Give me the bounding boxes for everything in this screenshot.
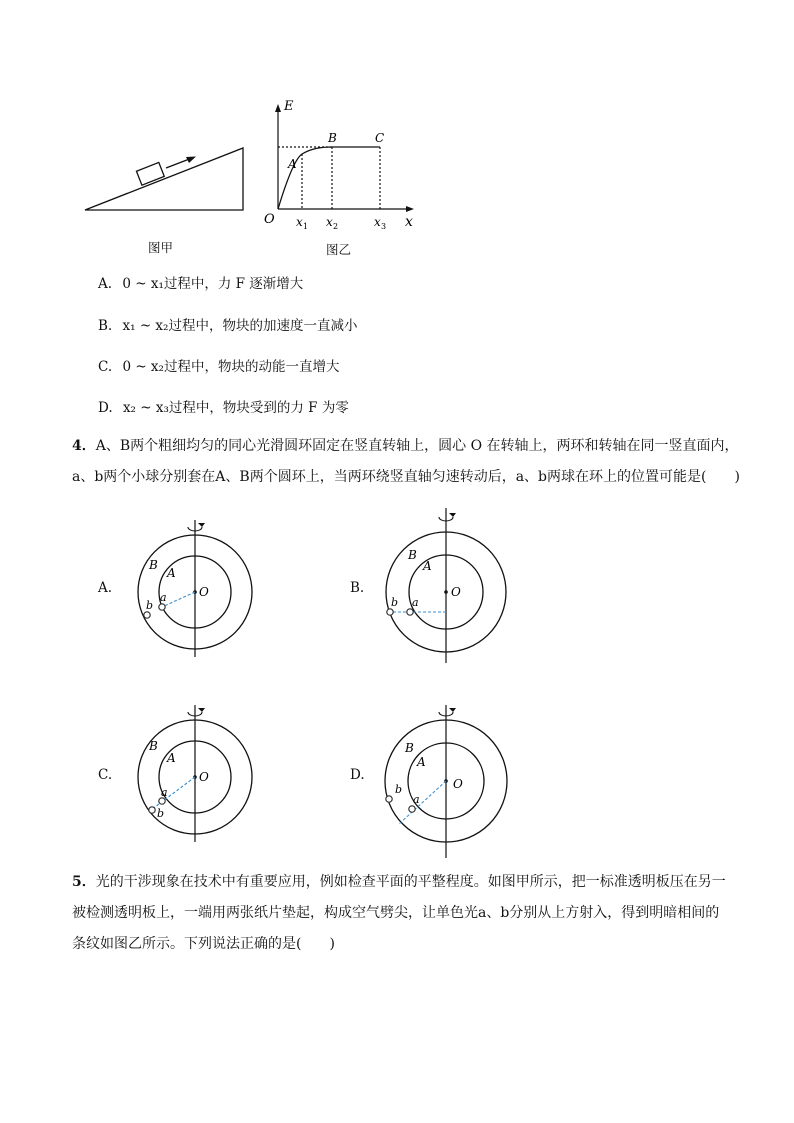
ring-figure-b <box>376 503 516 665</box>
q5-stem-line3 <box>72 934 335 954</box>
label-A: A <box>167 751 176 765</box>
q3-option-c <box>98 357 339 377</box>
label-O: O <box>451 585 461 599</box>
label-C: C <box>375 131 385 145</box>
label-a: a <box>160 591 167 604</box>
label-b: b <box>395 783 403 796</box>
label-x2-sub: 2 <box>333 222 339 231</box>
label-O: O <box>199 770 209 784</box>
label-b: b <box>157 807 165 820</box>
label-x3: x <box>374 215 381 229</box>
ring-figure-d <box>376 700 516 860</box>
option-text: x₁ ~ x₂过程中，物块的加速度一直减小 <box>122 318 358 334</box>
q3-option-a <box>98 274 303 294</box>
label-x-axis: x <box>405 214 413 230</box>
q4-number: 4． <box>72 438 96 454</box>
q4-text-2: a、b两个小球分别套在A、B两个圆环上，当两环绕竖直轴匀速转动后，a、b两球在环上的位置可能是( ) <box>72 469 740 485</box>
option-letter: C. <box>98 359 113 375</box>
label-E: E <box>284 99 294 114</box>
q5-text-1: 光的干涉现象在技术中有重要应用，例如检查平面的平整程度。如图甲所示，把一标准透明板压在另一 <box>95 874 726 890</box>
q4-fig-b-letter: B. <box>350 580 365 596</box>
option-letter: B. <box>98 318 113 334</box>
q4-fig-d-letter: D. <box>350 767 365 783</box>
label-x2: x <box>326 215 333 229</box>
option-letter: D. <box>98 400 113 416</box>
label-B: B <box>405 741 414 755</box>
caption-yi: 图乙 <box>326 242 352 257</box>
label-a: a <box>161 786 168 799</box>
label-a: a <box>413 793 420 806</box>
q5-number: 5． <box>72 874 96 890</box>
q4-stem-line1 <box>72 436 739 456</box>
label-A: A <box>417 755 426 769</box>
label-x1-sub: 1 <box>303 222 309 231</box>
label-O: O <box>453 777 463 791</box>
q4-text-1: A、B两个粗细均匀的同心光滑圆环固定在竖直转轴上，圆心 O 在转轴上，两环和转轴在同一竖直面内， <box>95 438 739 454</box>
label-O: O <box>264 212 275 227</box>
ring-figure-c <box>125 700 265 845</box>
q4-fig-c-letter: C. <box>98 767 113 783</box>
incline-figure <box>80 140 250 215</box>
q5-stem-line1 <box>72 872 726 892</box>
option-text: x₂ ~ x₃过程中，物块受到的力 F 为零 <box>122 400 349 416</box>
label-b: b <box>146 599 154 612</box>
label-b: b <box>391 596 399 609</box>
option-text: 0 ~ x₁过程中，力 F 逐渐增大 <box>122 276 304 292</box>
q3-option-b <box>98 316 357 336</box>
q4-fig-a-letter: A. <box>98 580 113 596</box>
label-B: B <box>408 548 417 562</box>
option-letter: A. <box>98 276 113 292</box>
ring-figure-a <box>125 515 265 660</box>
label-A: A <box>167 566 176 580</box>
option-text: 0 ~ x₂过程中，物块的动能一直增大 <box>122 359 340 375</box>
caption-jia: 图甲 <box>148 240 174 255</box>
q4-stem-line2 <box>72 467 740 487</box>
label-a: a <box>412 596 419 609</box>
q3-option-d <box>98 398 349 418</box>
label-x3-sub: 3 <box>381 222 387 231</box>
energy-graph <box>260 96 420 236</box>
label-A: A <box>423 559 432 573</box>
label-O: O <box>199 585 209 599</box>
q5-text-2: 被检测透明板上，一端用两张纸片垫起，构成空气劈尖，让单色光a、b分别从上方射入，得到明暗相间的 <box>72 905 720 921</box>
label-B: B <box>149 739 158 753</box>
label-B: B <box>328 131 337 145</box>
q5-stem-line2 <box>72 903 719 923</box>
label-x1: x <box>296 215 303 229</box>
label-B: B <box>149 558 158 572</box>
q5-text-3: 条纹如图乙所示。下列说法正确的是( ) <box>72 936 335 952</box>
label-A: A <box>288 157 297 171</box>
